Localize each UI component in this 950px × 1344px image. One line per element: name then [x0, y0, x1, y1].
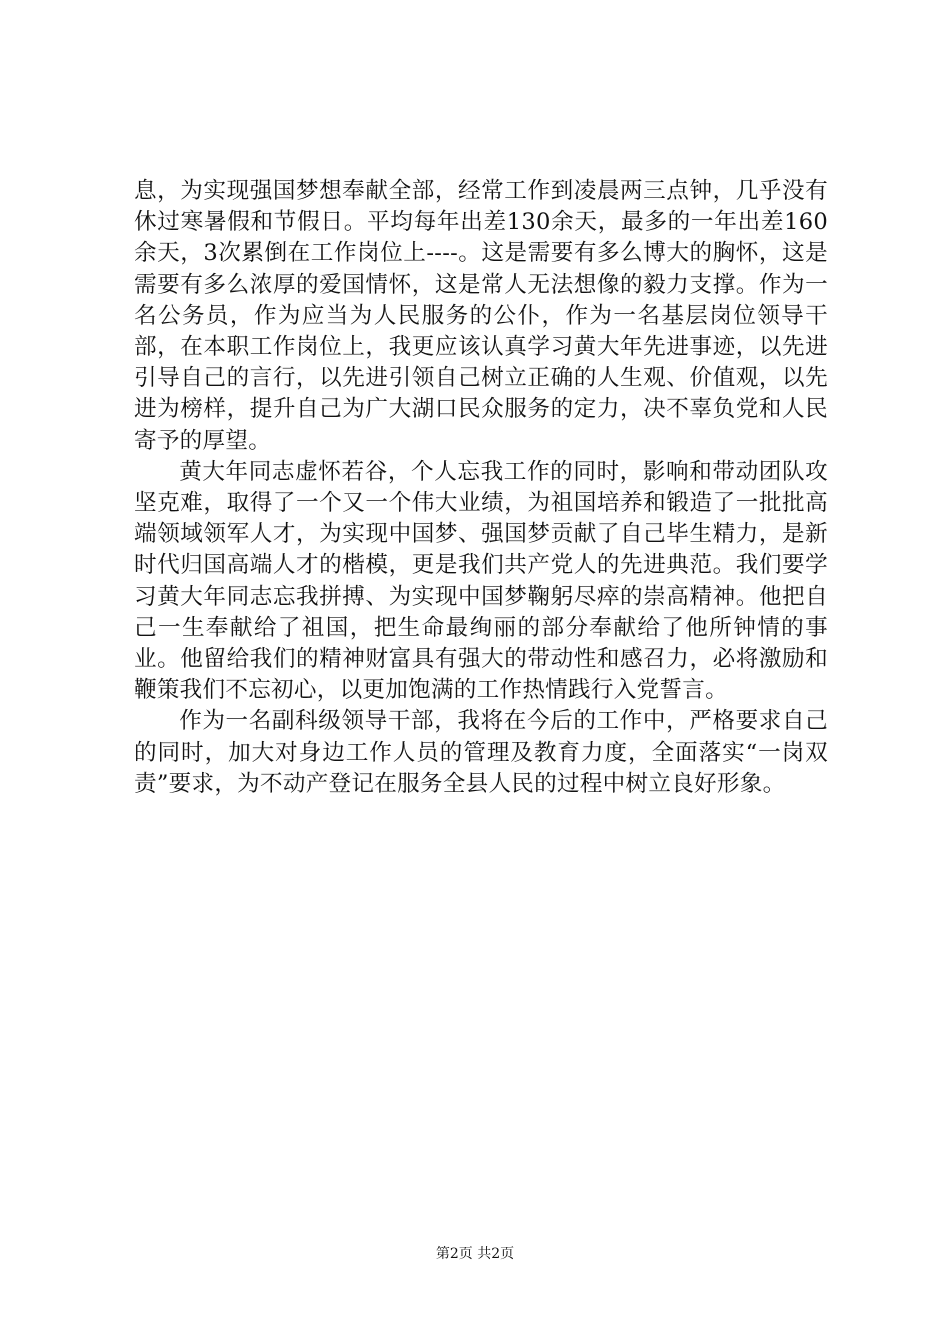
paragraph-huang-danian-example: 黄大年同志虚怀若谷，个人忘我工作的同时，影响和带动团队攻坚克难，取得了一个又一个伟大业绩，为祖国培养和锻造了一批批高端领域领军人才，为实现中国梦、强国梦贡献了自己毕生精力，是新时代归国高端人才的楷模，更是我们共产党人的先进典范。我们要学习黄大年同志忘我拼搏、为实现中国梦鞠躬尽瘁的崇高精神。他把自己一生奉献给了祖国，把生命最绚丽的部分奉献给了他所钟情的事业。他留给我们的精神财富具有强大的带动性和感召力，必将激励和鞭策我们不忘初心，以更加饱满的工作热情践行入党誓言。: [134, 458, 828, 704]
page-number-footer: 第2页 共2页: [435, 1246, 515, 1262]
paragraph-personal-commitment: 作为一名副科级领导干部，我将在今后的工作中，严格要求自己的同时，加大对身边工作人员的管理及教育力度，全面落实“一岗双责”要求，为不动产登记在服务全县人民的过程中树立良好形象。: [134, 708, 828, 797]
document-body: [134, 176, 828, 800]
paragraph-continued: 息，为实现强国梦想奉献全部，经常工作到凌晨两三点钟，几乎没有休过寒暑假和节假日。平均每年出差130余天，最多的一年出差160余天，3次累倒在工作岗位上----。这是需要有多么博大的胸怀，这是需要有多么浓厚的爱国情怀，这是常人无法想像的毅力支撑。作为一名公务员，作为应当为人民服务的公仆，作为一名基层岗位领导干部，在本职工作岗位上，我更应该认真学习黄大年先进事迹，以先进引导自己的言行，以先进引领自己树立正确的人生观、价值观，以先进为榜样，提升自己为广大湖口民众服务的定力，决不辜负党和人民寄予的厚望。: [134, 178, 828, 454]
